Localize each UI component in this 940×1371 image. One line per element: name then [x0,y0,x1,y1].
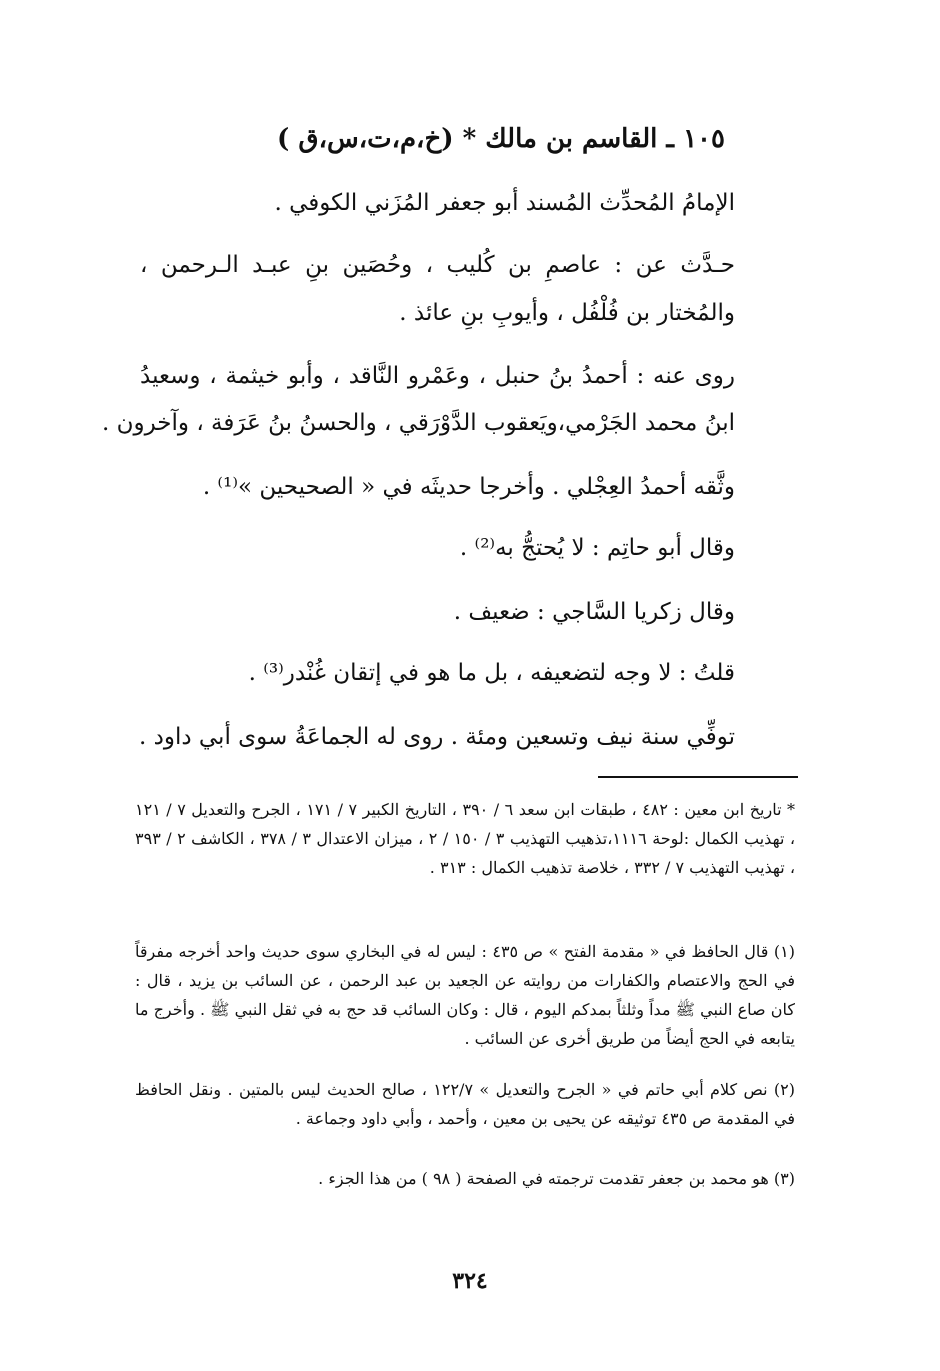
qultu-line: قلتُ : لا وجه لتضعيفه ، بل ما هو في إتقان غُنْدر⁽³⁾ . [248,660,735,686]
footnote-separator [598,776,798,778]
teachers-line-2: والمُختار بن فُلْفُل ، وأيوبِ بنِ عائذ . [399,300,735,326]
entry-title-line: الإمامُ المُحدِّث المُسند أبو جعفر المُزَني الكوفي . [274,190,735,216]
teachers-line-1: حـدَّث عن : عاصمِ بن كُليب ، وحُصَين بنِ عبـد الـرحمن ، [140,252,735,278]
students-line-2: ابنُ محمد الجَرْمي،ويَعقوب الدَّوْرَقي ، والحسنُ بنُ عَرَفة ، وآخرون . [101,410,735,436]
footnote-2: (٢) نص كلام أبي حاتم في « الجرح والتعديل » ١٢٢/٧ ، صالح الحديث ليس بالمتين . ونقل الحافظ في المقدمة ص ٤٣٥ توثيقه عن يحيى بن معين ، وأحمد ، وأبي داود وجماعة . [135,1080,796,1128]
footnote-3: (٣) هو محمد بن جعفر تقدمت ترجمته في الصفحة ( ٩٨ ) من هذا الجزء . [318,1169,795,1188]
abu-hatim-line: وقال أبو حاتِم : لا يُحتجُّ به⁽²⁾ . [459,535,735,561]
death-line: توفِّي سنة نيف وتسعين ومئة . روى له الجماعَةُ سوى أبي داود . [138,724,735,750]
footnote-1: (١) قال الحافظ في « مقدمة الفتح » ص ٤٣٥ : ليس له في البخاري سوى حديث واحد أخرجه مفرقاً في الحج والاعتصام والكفارات من روايته عن الجعيد بن عبد الرحمن ، عن السائب بن يزيد ، قال : كان صاع النبي ﷺ مداً وثلثاً بمدكم اليوم ، قال : وكان السائب قد حج به في ثقل النبي ﷺ . وأخرج ما يتابعه في الحج أيضاً من طريق أخرى عن السائب . [135,942,796,1048]
page-number: ٣٢٤ [452,1268,488,1294]
students-line-1: روى عنه : أحمدُ بنُ حنبل ، وعَمْرو النَّاقد ، وأبو خيثمة ، وسعيدُ [140,363,735,389]
entry-heading: ١٠٥ ـ القاسم بن مالك * (خ،م،ت،س،ق ) [277,124,725,154]
tawthiq-line: وثَّقه أحمدُ العِجْلي . وأخرجا حديثَه في « الصحيحين »⁽¹⁾ . [202,474,735,500]
saji-line: وقال زكريا السَّاجي : ضعيف . [453,599,735,625]
footnote-sources: * تاريخ ابن معين : ٤٨٢ ، طبقات ابن سعد ٦ / ٣٩٠ ، التاريخ الكبير ٧ / ١٧١ ، الجرح والتعديل ٧ / ١٢١ ، تهذيب الكمال :لوحة ١١١٦،تذهيب التهذيب ٣ / ١٥٠ / ٢ ، ميزان الاعتدال ٣ / ٣٧٨ ، الكاشف ٢ / ٣٩٣ ، تهذيب التهذيب ٧ / ٣٣٢ ، خلاصة تذهيب الكمال : ٣١٣ . [135,800,796,877]
